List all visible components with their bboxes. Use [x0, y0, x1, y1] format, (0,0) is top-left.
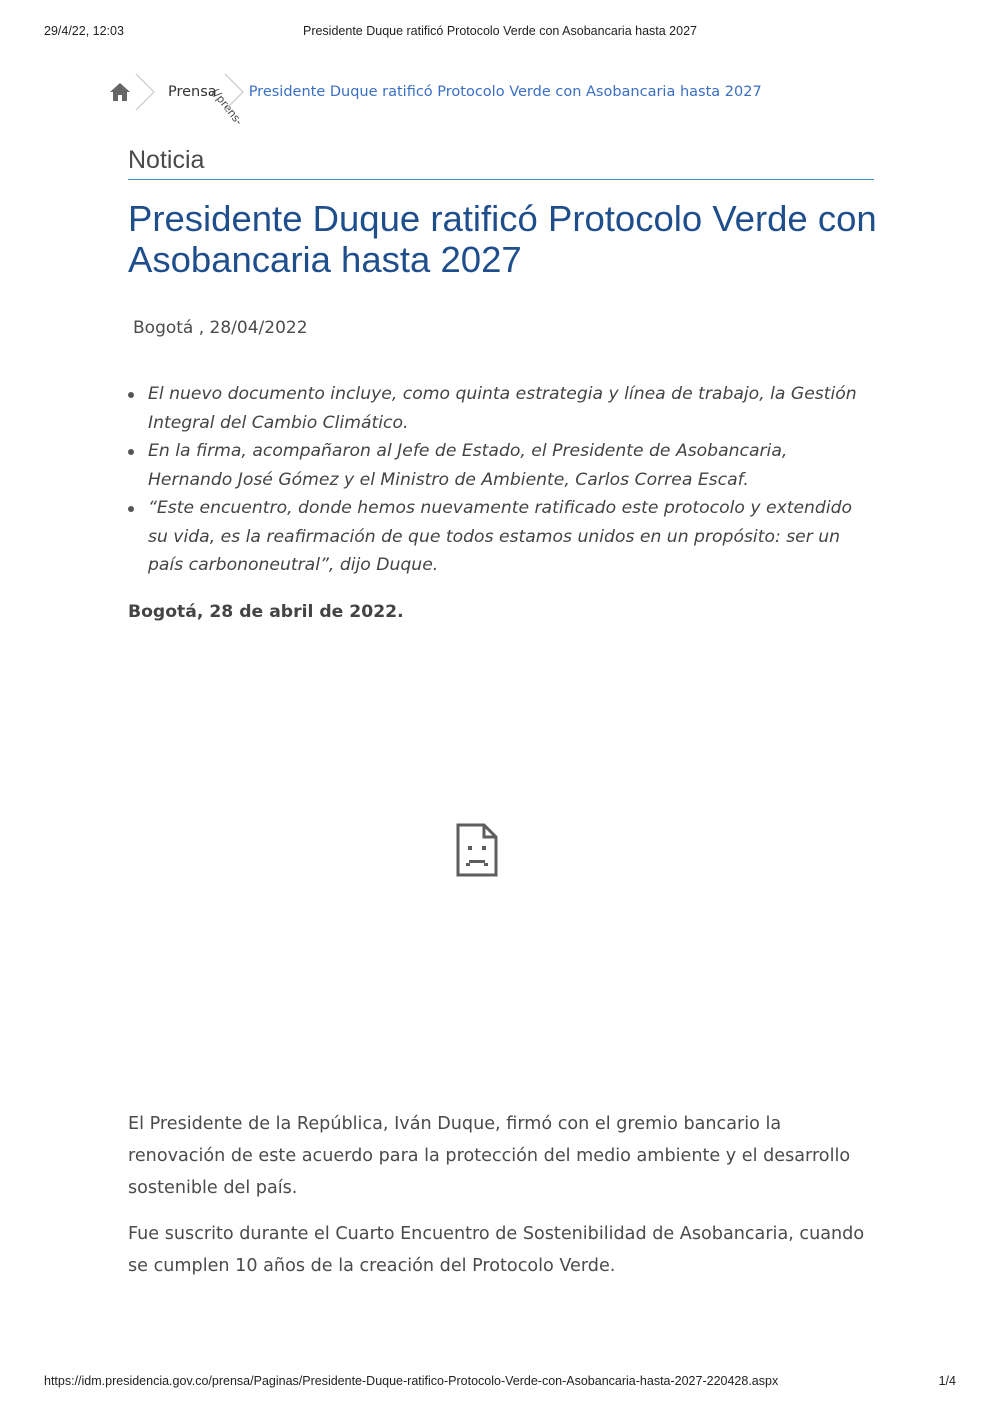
highlights-list — [148, 380, 868, 580]
breadcrumb-rotated-fragment: (/prens- — [221, 72, 245, 112]
print-header — [44, 24, 956, 42]
print-footer — [44, 1374, 956, 1392]
broken-image-icon — [455, 822, 499, 878]
article-dateline: Bogotá , 28/04/2022 — [133, 318, 308, 338]
home-icon[interactable] — [108, 80, 132, 104]
print-page-number: 1/4 — [938, 1374, 956, 1388]
article-title: Presidente Duque ratificó Protocolo Verde con Asobancaria hasta 2027 — [128, 198, 877, 280]
highlight-item: El nuevo documento incluye, como quinta estrategia y línea de trabajo, la Gestión Integral del Cambio Climático. — [148, 380, 868, 437]
breadcrumb-separator-icon — [132, 72, 158, 112]
body-paragraph: Fue suscrito durante el Cuarto Encuentro de Sostenibilidad de Asobancaria, cuando se cumplen 10 años de la creación del Protocolo Verde. — [128, 1224, 865, 1276]
print-page-title: Presidente Duque ratificó Protocolo Verde con Asobancaria hasta 2027 — [302, 24, 697, 38]
body-paragraph: El Presidente de la República, Iván Duque, firmó con el gremio bancario la renovación de este acuerdo para la protección del medio ambiente y el desarrollo sostenible del país. — [128, 1114, 851, 1198]
section-label: Noticia — [128, 146, 874, 180]
print-datetime: 29/4/22, 12:03 — [44, 24, 124, 38]
highlight-item: “Este encuentro, donde hemos nuevamente ratificado este protocolo y extendido su vida, es la reafirmación de que todos estamos unidos en un propósito: ser un país carbononeutral”, dijo Duque. — [148, 494, 868, 580]
highlight-item: En la firma, acompañaron al Jefe de Estado, el Presidente de Asobancaria, Hernando José Gómez y el Ministro de Ambiente, Carlos Correa Escaf. — [148, 437, 868, 494]
breadcrumb-prensa-link[interactable]: Prensa — [168, 84, 217, 100]
print-url: https://idm.presidencia.gov.co/prensa/Paginas/Presidente-Duque-ratifico-Protocolo-Verde-con-Asobancaria-hasta-2027-220428.aspx — [44, 1374, 779, 1388]
breadcrumb-current[interactable]: Presidente Duque ratificó Protocolo Verde con Asobancaria hasta 2027 — [248, 84, 762, 100]
breadcrumb — [108, 72, 762, 128]
breadcrumb-separator-icon — [221, 72, 247, 112]
lead-dateline: Bogotá, 28 de abril de 2022. — [128, 602, 404, 622]
